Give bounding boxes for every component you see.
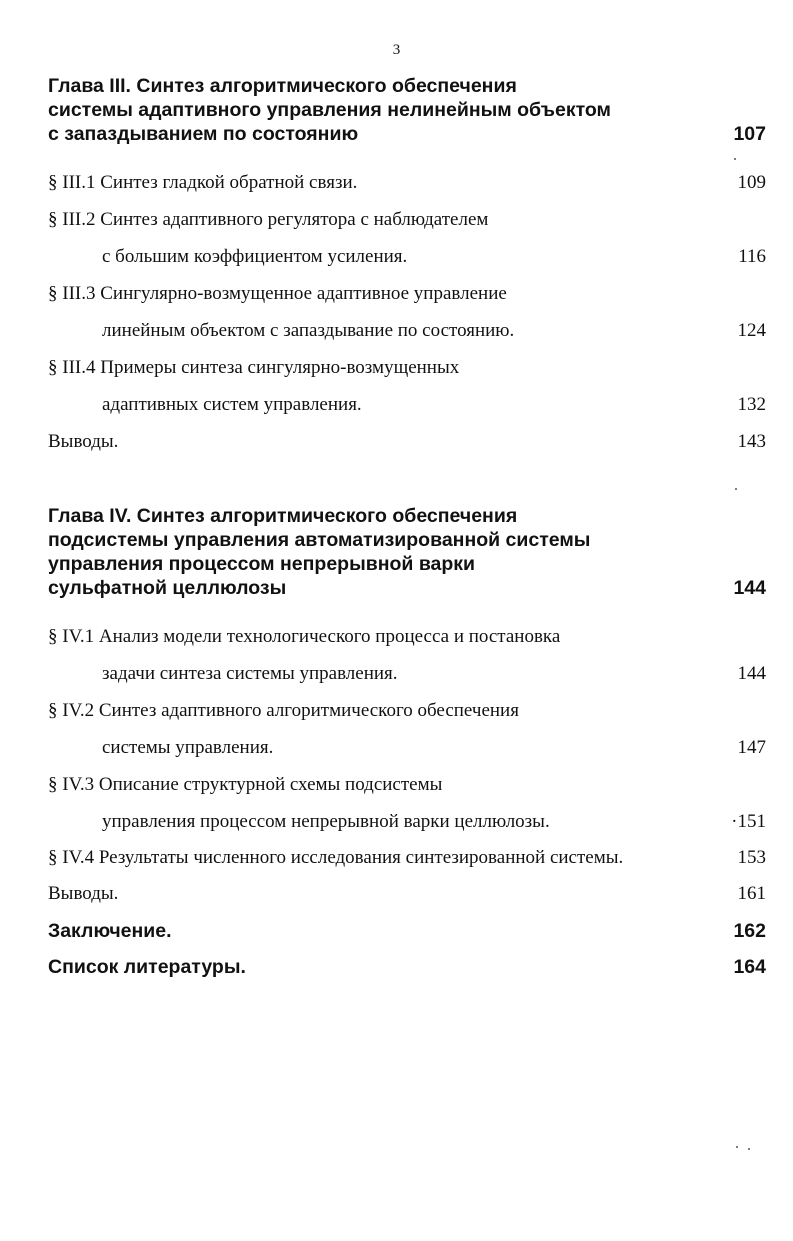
toc-entry-3-4-cont bbox=[48, 390, 768, 420]
toc-entry-4-1 bbox=[48, 622, 768, 652]
toc-references-page: 164 bbox=[733, 956, 766, 978]
toc-entry-text: линейным объектом с запаздывание по состоянию. bbox=[102, 320, 515, 341]
toc-entry-text: Выводы. bbox=[48, 883, 119, 904]
scan-speck bbox=[734, 158, 736, 160]
toc-entry-text: § III.1 Синтез гладкой обратной связи. bbox=[48, 172, 358, 193]
chapter-4-title-line-3: управления процессом непрерывной варки bbox=[48, 553, 476, 575]
toc-entry-4-3-cont bbox=[48, 807, 768, 837]
toc-entry-text: § IV.2 Синтез адаптивного алгоритмического обеспечения bbox=[48, 700, 519, 721]
toc-entry-4-1-cont bbox=[48, 659, 768, 689]
toc-entry-text: задачи синтеза системы управления. bbox=[102, 663, 398, 684]
chapter-3-heading bbox=[48, 74, 768, 146]
toc-entry-text: Выводы. bbox=[48, 431, 119, 452]
toc-entry-page: ·151 bbox=[731, 811, 766, 832]
toc-entry-text: § III.2 Синтез адаптивного регулятора с наблюдателем bbox=[48, 209, 489, 230]
chapter-4-title-line-1: Глава IV. Синтез алгоритмического обеспечения bbox=[48, 505, 518, 527]
toc-references bbox=[48, 952, 768, 982]
toc-entry-text: § III.4 Примеры синтеза сингулярно-возмущенных bbox=[48, 357, 460, 378]
toc-entry-text: § IV.3 Описание структурной схемы подсистемы bbox=[48, 774, 443, 795]
toc-entry-4-2-cont bbox=[48, 733, 768, 763]
toc-entry-3-2 bbox=[48, 205, 768, 235]
toc-conclusion-label: Заключение. bbox=[48, 920, 172, 942]
toc-entry-4-conclusions bbox=[48, 879, 768, 909]
scan-speck bbox=[735, 488, 737, 490]
page-number: 3 bbox=[392, 42, 401, 58]
chapter-3-page: 107 bbox=[733, 123, 766, 145]
chapter-4-title-line-2: подсистемы управления автоматизированной системы bbox=[48, 529, 591, 551]
toc-entry-text: § IV.1 Анализ модели технологического процесса и постановка bbox=[48, 626, 561, 647]
chapter-4-title-line-4: сульфатной целлюлозы bbox=[48, 577, 287, 599]
toc-entry-4-2 bbox=[48, 696, 768, 726]
toc-entry-3-1 bbox=[48, 168, 768, 198]
chapter-4-page: 144 bbox=[733, 577, 766, 599]
chapter-3-title-line-3: с запаздыванием по состоянию bbox=[48, 123, 359, 145]
chapter-3-title-line-2: системы адаптивного управления нелинейным объектом bbox=[48, 99, 611, 121]
toc-entry-text: управления процессом непрерывной варки целлюлозы. bbox=[102, 811, 550, 832]
toc-entry-page: 132 bbox=[737, 394, 766, 415]
toc-entry-text: с большим коэффициентом усиления. bbox=[102, 246, 408, 267]
toc-references-label: Список литературы. bbox=[48, 956, 246, 978]
toc-entry-3-3 bbox=[48, 279, 768, 309]
toc-conclusion-page: 162 bbox=[733, 920, 766, 942]
scan-speck bbox=[736, 1146, 738, 1148]
toc-entry-3-3-cont bbox=[48, 316, 768, 346]
toc-entry-page: 147 bbox=[737, 737, 766, 758]
toc-entry-4-4 bbox=[48, 843, 768, 873]
toc-entry-page: 144 bbox=[737, 663, 766, 684]
toc-entry-text: § IV.4 Результаты численного исследования синтезированной системы. bbox=[48, 847, 624, 868]
toc-conclusion bbox=[48, 916, 768, 946]
chapter-4-heading bbox=[48, 504, 768, 600]
chapter-3-title-line-1: Глава III. Синтез алгоритмического обеспечения bbox=[48, 75, 517, 97]
toc-entry-3-4 bbox=[48, 353, 768, 383]
toc-entry-4-3 bbox=[48, 770, 768, 800]
toc-entry-3-conclusions bbox=[48, 427, 768, 457]
toc-entry-page: 153 bbox=[737, 847, 766, 868]
toc-entry-text: системы управления. bbox=[102, 737, 274, 758]
toc-entry-page: 124 bbox=[737, 320, 766, 341]
scan-speck bbox=[748, 1148, 750, 1150]
toc-entry-text: § III.3 Сингулярно-возмущенное адаптивное управление bbox=[48, 283, 507, 304]
toc-entry-page: 116 bbox=[738, 246, 766, 267]
toc-entry-text: адаптивных систем управления. bbox=[102, 394, 362, 415]
toc-entry-page: 161 bbox=[737, 883, 766, 904]
toc-entry-page: 109 bbox=[737, 172, 766, 193]
toc-entry-page: 143 bbox=[737, 431, 766, 452]
toc-entry-3-2-cont bbox=[48, 242, 768, 272]
